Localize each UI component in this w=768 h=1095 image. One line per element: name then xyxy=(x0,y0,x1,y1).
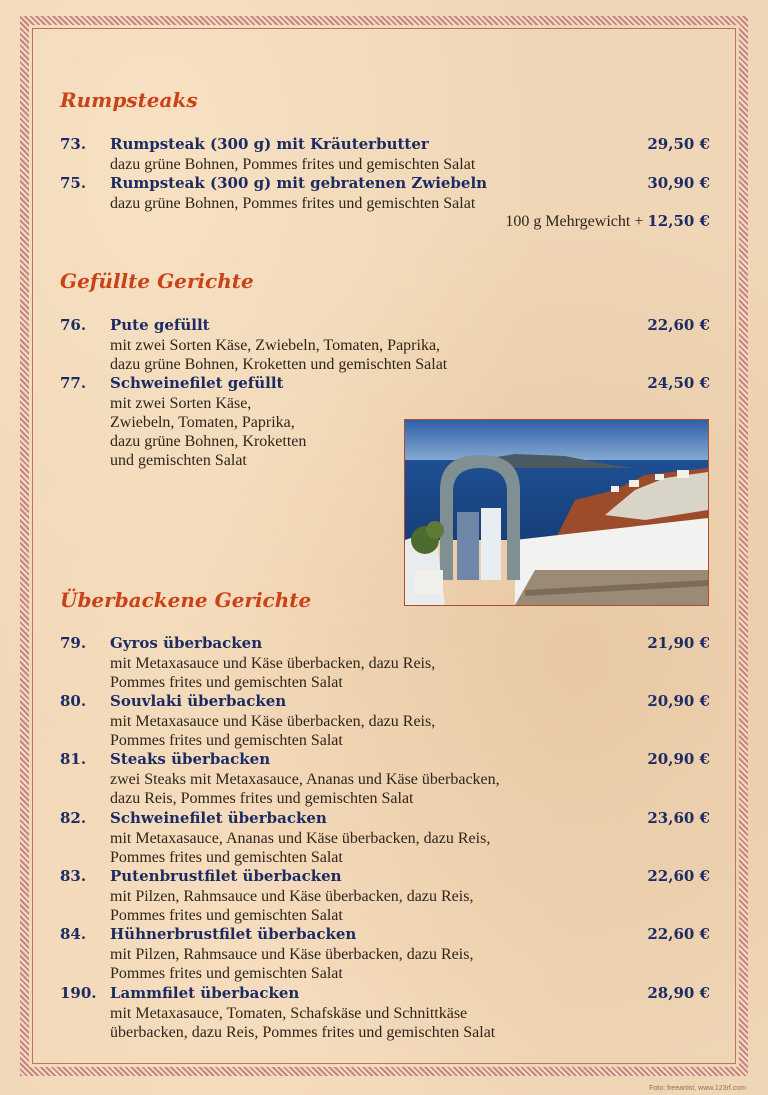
item-description: dazu grüne Bohnen, Pommes frites und gemischten Salat xyxy=(110,156,476,173)
item-name: Rumpsteak (300 g) mit gebratenen Zwiebeln xyxy=(110,174,488,192)
item-description-line: Pommes frites und gemischten Salat xyxy=(110,674,343,691)
item-description-line: Zwiebeln, Tomaten, Paprika, xyxy=(110,414,295,431)
item-name: Schweinefilet gefüllt xyxy=(110,374,284,392)
item-description-line: mit Metaxasauce, Tomaten, Schafskäse und Schnittkäse xyxy=(110,1005,468,1022)
item-name: Gyros überbacken xyxy=(110,634,263,652)
item-description-line: mit Pilzen, Rahmsauce und Käse überbacken, dazu Reis, xyxy=(110,888,474,905)
item-name: Rumpsteak (300 g) mit Kräuterbutter xyxy=(110,135,429,153)
extra-price: 12,50 € xyxy=(647,212,710,230)
item-description-line: mit Metaxasauce und Käse überbacken, dazu Reis, xyxy=(110,713,436,730)
item-name: Lammfilet überbacken xyxy=(110,984,300,1002)
item-number: 73. xyxy=(60,135,87,153)
extra-weight-surcharge xyxy=(505,212,710,231)
section-title-rumpsteaks: Rumpsteaks xyxy=(60,88,198,112)
menu-item-84 xyxy=(60,925,710,983)
menu-item-76 xyxy=(60,316,710,374)
section-title-ueberbacken: Überbackene Gerichte xyxy=(60,588,312,612)
item-description-line: mit Metaxasauce und Käse überbacken, dazu Reis, xyxy=(110,655,436,672)
item-number: 190. xyxy=(60,984,97,1002)
section-title-gefuellte: Gefüllte Gerichte xyxy=(60,269,254,293)
item-price: 21,90 € xyxy=(647,634,710,652)
menu-item-190 xyxy=(60,984,710,1042)
item-number: 79. xyxy=(60,634,87,652)
item-description-line: mit zwei Sorten Käse, Zwiebeln, Tomaten, Paprika, xyxy=(110,337,441,354)
item-number: 81. xyxy=(60,750,87,768)
item-price: 22,60 € xyxy=(647,316,710,334)
item-description-line: und gemischten Salat xyxy=(110,452,247,469)
item-price: 29,50 € xyxy=(647,135,710,153)
item-price: 24,50 € xyxy=(647,374,710,392)
menu-item-82 xyxy=(60,809,710,867)
item-name: Schweinefilet überbacken xyxy=(110,809,327,827)
item-number: 80. xyxy=(60,692,87,710)
item-description-line: Pommes frites und gemischten Salat xyxy=(110,849,343,866)
item-number: 83. xyxy=(60,867,87,885)
item-description-line: mit zwei Sorten Käse, xyxy=(110,395,252,412)
item-description-line: dazu Reis, Pommes frites und gemischten Salat xyxy=(110,790,414,807)
item-price: 23,60 € xyxy=(647,809,710,827)
item-description-line: dazu grüne Bohnen, Kroketten xyxy=(110,433,307,450)
item-price: 20,90 € xyxy=(647,692,710,710)
item-name: Souvlaki überbacken xyxy=(110,692,287,710)
menu-item-79 xyxy=(60,634,710,692)
extra-label: 100 g Mehrgewicht + xyxy=(505,213,644,230)
item-price: 22,60 € xyxy=(647,925,710,943)
item-number: 77. xyxy=(60,374,87,392)
item-price: 28,90 € xyxy=(647,984,710,1002)
menu-item-80 xyxy=(60,692,710,750)
santorini-photo xyxy=(404,419,709,606)
item-price: 30,90 € xyxy=(647,174,710,192)
menu-item-73 xyxy=(60,135,710,174)
item-name: Hühnerbrustfilet überbacken xyxy=(110,925,357,943)
item-description-line: dazu grüne Bohnen, Kroketten und gemischten Salat xyxy=(110,356,448,373)
item-number: 76. xyxy=(60,316,87,334)
item-description-line: mit Metaxasauce, Ananas und Käse überbacken, dazu Reis, xyxy=(110,830,491,847)
photo-credit: Foto: freeartist, www.123rf.com xyxy=(649,1085,746,1092)
item-price: 22,60 € xyxy=(647,867,710,885)
item-number: 84. xyxy=(60,925,87,943)
item-description-line: Pommes frites und gemischten Salat xyxy=(110,907,343,924)
item-name: Steaks überbacken xyxy=(110,750,271,768)
item-number: 82. xyxy=(60,809,87,827)
item-description-line: mit Pilzen, Rahmsauce und Käse überbacken, dazu Reis, xyxy=(110,946,474,963)
item-description-line: Pommes frites und gemischten Salat xyxy=(110,732,343,749)
item-name: Pute gefüllt xyxy=(110,316,210,334)
item-number: 75. xyxy=(60,174,87,192)
menu-item-81 xyxy=(60,750,710,808)
item-description-line: überbacken, dazu Reis, Pommes frites und gemischten Salat xyxy=(110,1024,496,1041)
item-price: 20,90 € xyxy=(647,750,710,768)
item-name: Putenbrustfilet überbacken xyxy=(110,867,342,885)
menu-item-75 xyxy=(60,174,710,213)
item-description-line: zwei Steaks mit Metaxasauce, Ananas und Käse überbacken, xyxy=(110,771,500,788)
item-description-line: Pommes frites und gemischten Salat xyxy=(110,965,343,982)
item-description: dazu grüne Bohnen, Pommes frites und gemischten Salat xyxy=(110,195,476,212)
menu-item-83 xyxy=(60,867,710,925)
